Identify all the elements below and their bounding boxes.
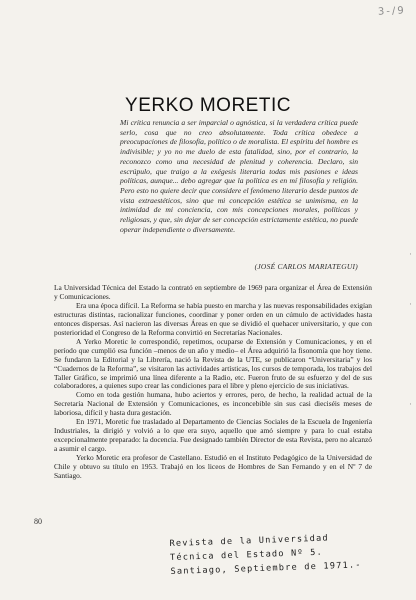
handwritten-line: Santiago, Septiembre de 1971.- (170, 560, 362, 578)
margin-mark: · (409, 400, 412, 410)
handwritten-source-note (169, 529, 400, 579)
body-paragraph: Como en toda gestión humana, hubo aciertos y errores, pero, de hecho, la realidad actual de la Secretaría Nacional de Extensión y Comunicaciones, es inconcebible sin sus casi dieciséis meses de laboriosa, difícil y hasta dura gestación. (54, 390, 372, 418)
article-title: YERKO MORETIC (125, 95, 291, 116)
epigraph-quote: Mi crítica renuncia a ser imparcial o agnóstica, si la verdadera crítica puede serlo, cosa que no creo absolutamente. Toda crítica obedece a preocupaciones de filosofía, político o de moralista. El espíritu del hombre es indivisible; y yo no me duelo de esta fatalidad, sino, por el contrario, la reconozco como una necesidad de plenitud y coherencia. Declaro, sin escrúpulo, que traigo a la exégesis literaria todas mis pasiones e ideas políticas, aunque... debo agregar que la política es en mí filosofía y religión. Pero esto no quiere decir que considere el fenómeno literario desde puntos de vista extraestéticos, sino que mi concepción estética se unimisma, en la intimidad de mi conciencia, con mis concepciones morales, políticas y religiosas, y que, sin dejar de ser concepción estrictamente estética, no puede operar independiente o diversamente. (120, 118, 358, 234)
epigraph-author: (JOSÉ CARLOS MARIATEGUI) (254, 262, 358, 271)
margin-mark: · (409, 300, 412, 310)
body-paragraph: La Universidad Técnica del Estado la contrató en septiembre de 1969 para organizar el Área de Extensión y Comunicaciones. (54, 283, 372, 301)
body-paragraph: Era una época difícil. La Reforma se había puesto en marcha y las nuevas responsabilidades exigían estructuras distintas, racionalizar funciones, coordinar y poner orden en un cúmulo de actividades hasta entonces dispersas. Así nacieron las diversas Áreas en que se dividió el quehacer universitario, y que con posterioridad el Congreso de la Reforma convirtió en Secretarías Nacionales. (54, 300, 372, 337)
article-body (54, 284, 372, 481)
body-paragraph: Yerko Moretic era profesor de Castellano. Estudió en el Instituto Pedagógico de la Universidad de Chile y obtuvo su título en 1953. Trabajó en los liceos de Hombres de San Fernando y en el Nº 7 de Santiago. (54, 453, 372, 481)
body-paragraph: A Yerko Moretic le correspondió, repetimos, ocuparse de Extensión y Comunicaciones, y en el período que cumplió esa función –menos de un año y medio– el Área adquirió la fisonomía que hoy tiene. Se fundaron la Editorial y la Librería, nació la Revista de la UTE, se publicaron “Universitaria” y los “Cuadernos de la Reforma”, se visitaron las actividades artísticas, los cursos de temporada, los trabajos del Taller Gráfico, se imprimió una línea diferente a la Radio, etc. Fueron fruto de su esfuerzo y del de sus colaboradores, a quienes supo crear las condiciones para el libre y pleno ejercicio de sus iniciativas. (54, 336, 372, 391)
page-number: 80 (34, 517, 42, 526)
margin-mark: · (409, 250, 412, 260)
handwritten-line: Revista de la Universidad (169, 533, 330, 550)
body-paragraph: En 1971, Moretic fue trasladado al Departamento de Ciencias Sociales de la Escuela de Ingeniería Industriales, la dirigió y volvió a lo que era suyo, aquello que amó siempre y para lo cual estaba excepcionalmente preparado: la docencia. Fue designado también Director de esta Revista, pero no alcanzó a asumir el cargo. (54, 417, 372, 454)
handwritten-page-mark: 3-/9 (378, 5, 407, 18)
handwritten-line: Técnica del Estado Nº 5. (169, 547, 324, 564)
